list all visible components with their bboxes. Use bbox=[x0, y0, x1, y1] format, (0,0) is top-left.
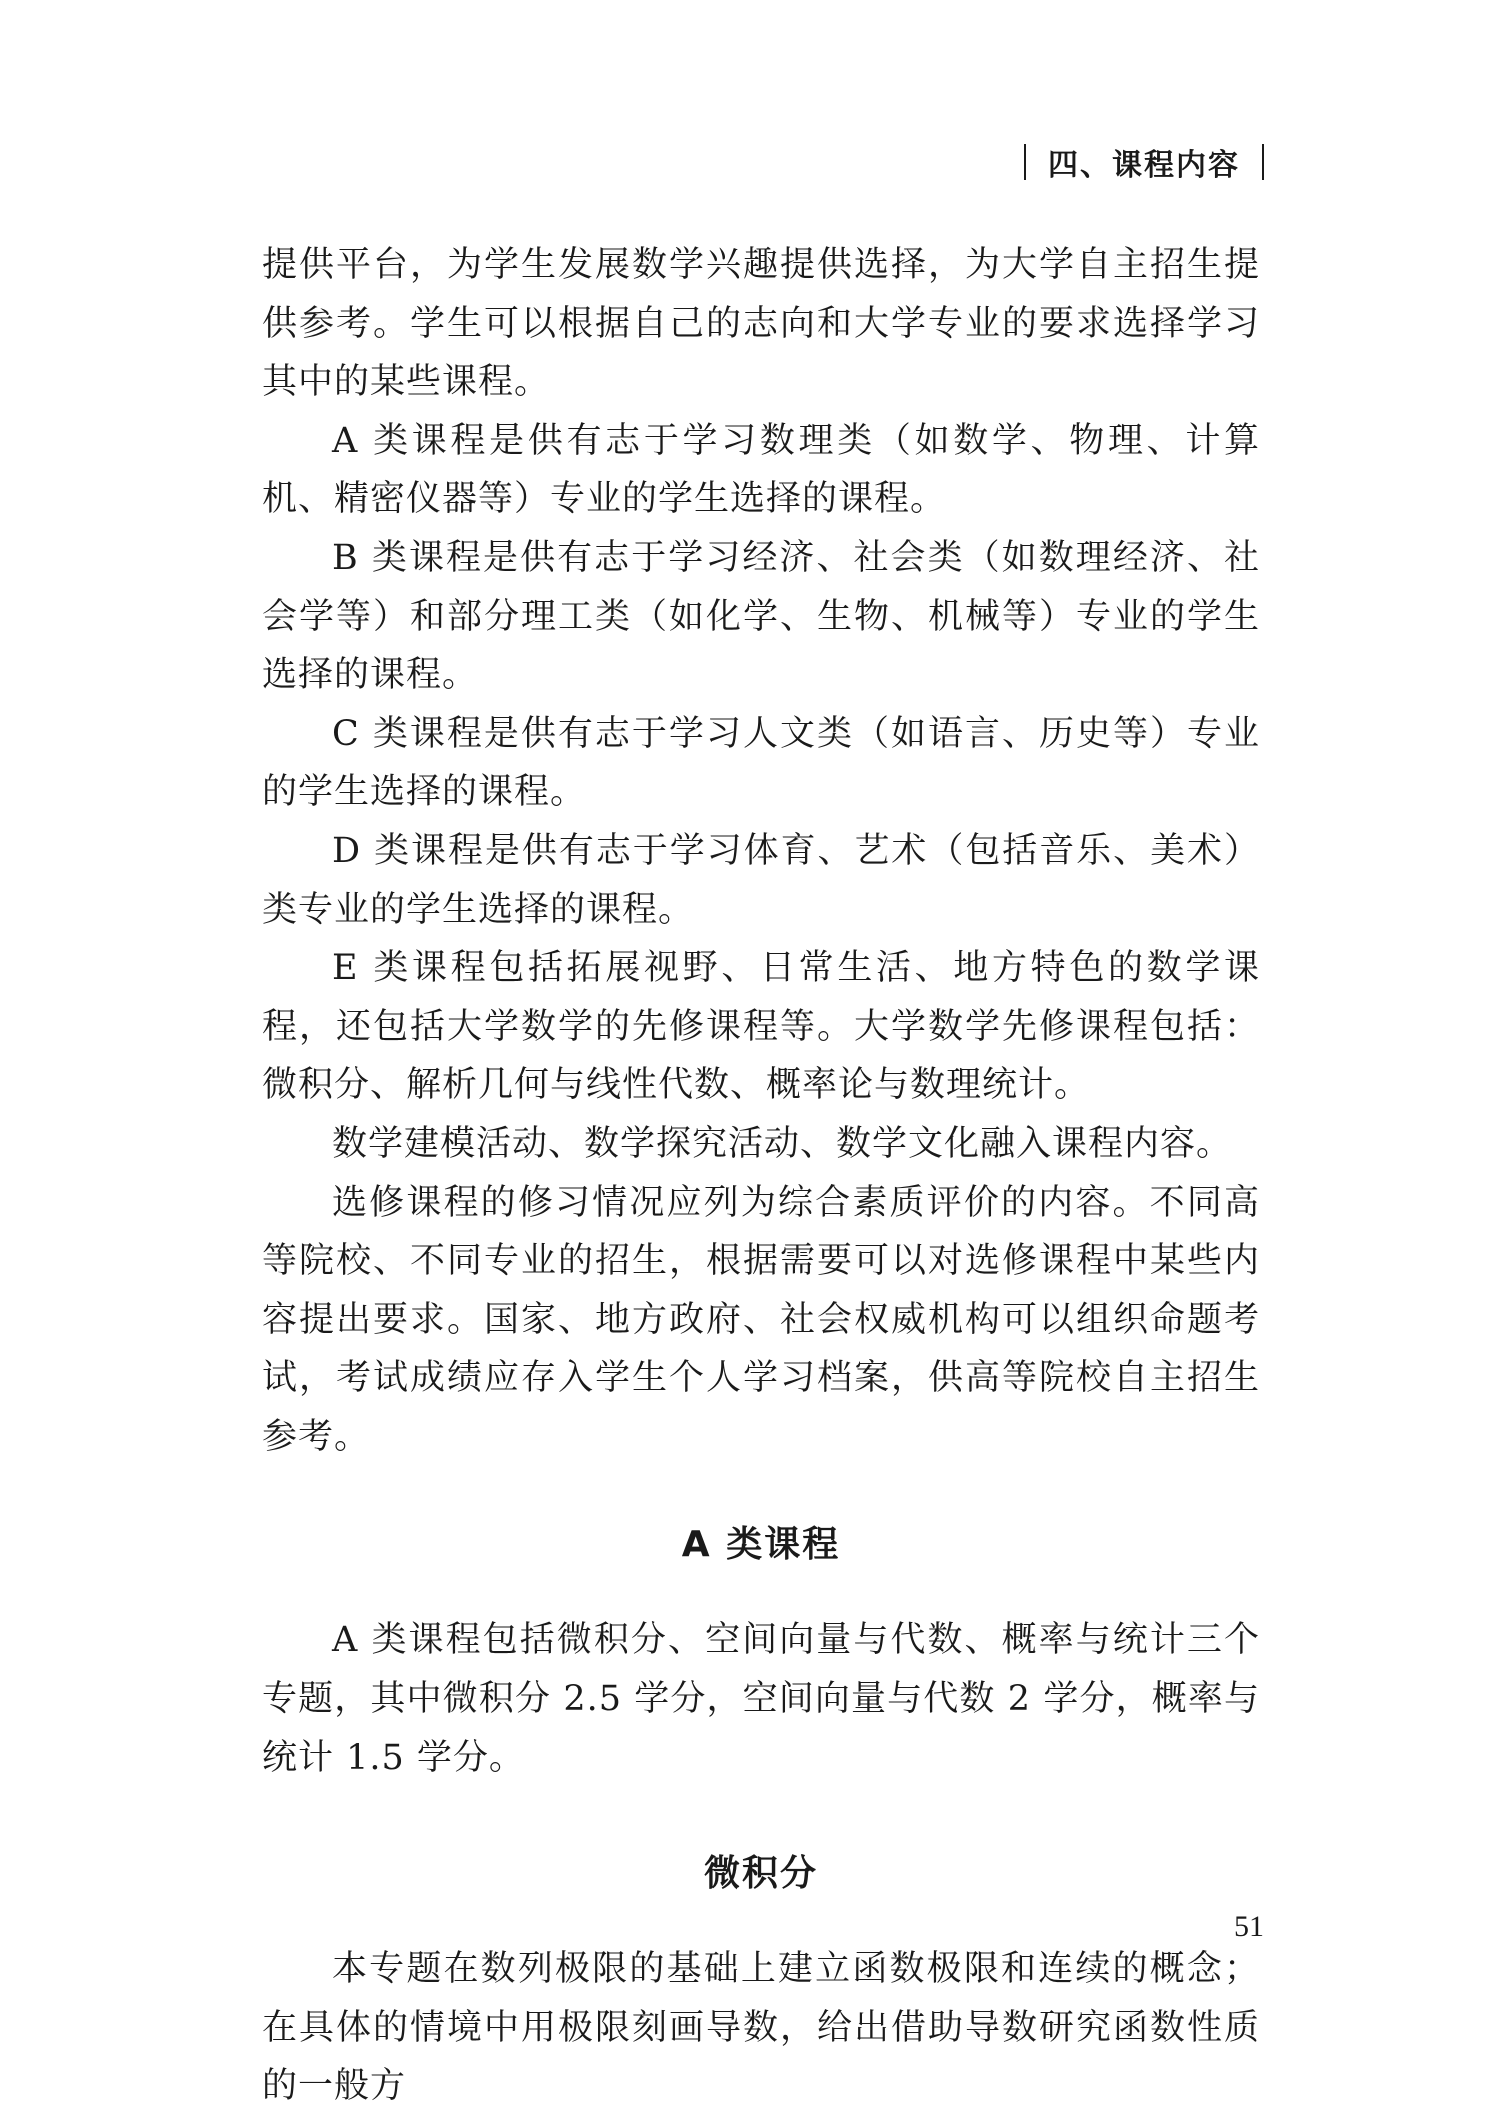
header-divider-left bbox=[1024, 144, 1026, 180]
paragraph-class-e: E 类课程包括拓展视野、日常生活、地方特色的数学课程，还包括大学数学的先修课程等。大学数学先修课程包括：微积分、解析几何与线性代数、概率论与数理统计。 bbox=[262, 948, 1260, 1106]
paragraph-class-a: A 类课程是供有志于学习数理类（如数学、物理、计算机、精密仪器等）专业的学生选择的课程。 bbox=[262, 420, 1260, 520]
running-header bbox=[1002, 140, 1286, 184]
page-body bbox=[262, 236, 1260, 2116]
paragraph-class-a-credits: A 类课程包括微积分、空间向量与代数、概率与统计三个专题，其中微积分 2.5 学分，空间向量与代数 2 学分，概率与统计 1.5 学分。 bbox=[262, 1620, 1260, 1778]
chapter-title: 四、课程内容 bbox=[1048, 148, 1240, 183]
header-divider-right bbox=[1262, 144, 1264, 180]
section-title-calculus: 微积分 bbox=[703, 1853, 818, 1895]
paragraph-class-c: C 类课程是供有志于学习人文类（如语言、历史等）专业的学生选择的课程。 bbox=[262, 713, 1260, 813]
page-number: 51 bbox=[1234, 1910, 1264, 1943]
section-title-class-a: A 类课程 bbox=[681, 1524, 841, 1566]
paragraph-evaluation: 选修课程的修习情况应列为综合素质评价的内容。不同高等院校、不同专业的招生，根据需要可以对选修课程中某些内容提出要求。国家、地方政府、社会权威机构可以组织命题考试，考试成绩应存入学生个人学习档案，供高等院校自主招生参考。 bbox=[262, 1182, 1260, 1457]
paragraph-class-d: D 类课程是供有志于学习体育、艺术（包括音乐、美术）类专业的学生选择的课程。 bbox=[262, 830, 1260, 930]
paragraph-calculus: 本专题在数列极限的基础上建立函数极限和连续的概念；在具体的情境中用极限刻画导数，给出借助导数研究函数性质的一般方 bbox=[262, 1949, 1260, 2107]
paragraph-continuation: 提供平台，为学生发展数学兴趣提供选择，为大学自主招生提供参考。学生可以根据自己的志向和大学专业的要求选择学习其中的某些课程。 bbox=[262, 245, 1260, 403]
paragraph-class-b: B 类课程是供有志于学习经济、社会类（如数理经济、社会学等）和部分理工类（如化学、生物、机械等）专业的学生选择的课程。 bbox=[262, 537, 1260, 696]
paragraph-activities: 数学建模活动、数学探究活动、数学文化融入课程内容。 bbox=[332, 1123, 1233, 1164]
